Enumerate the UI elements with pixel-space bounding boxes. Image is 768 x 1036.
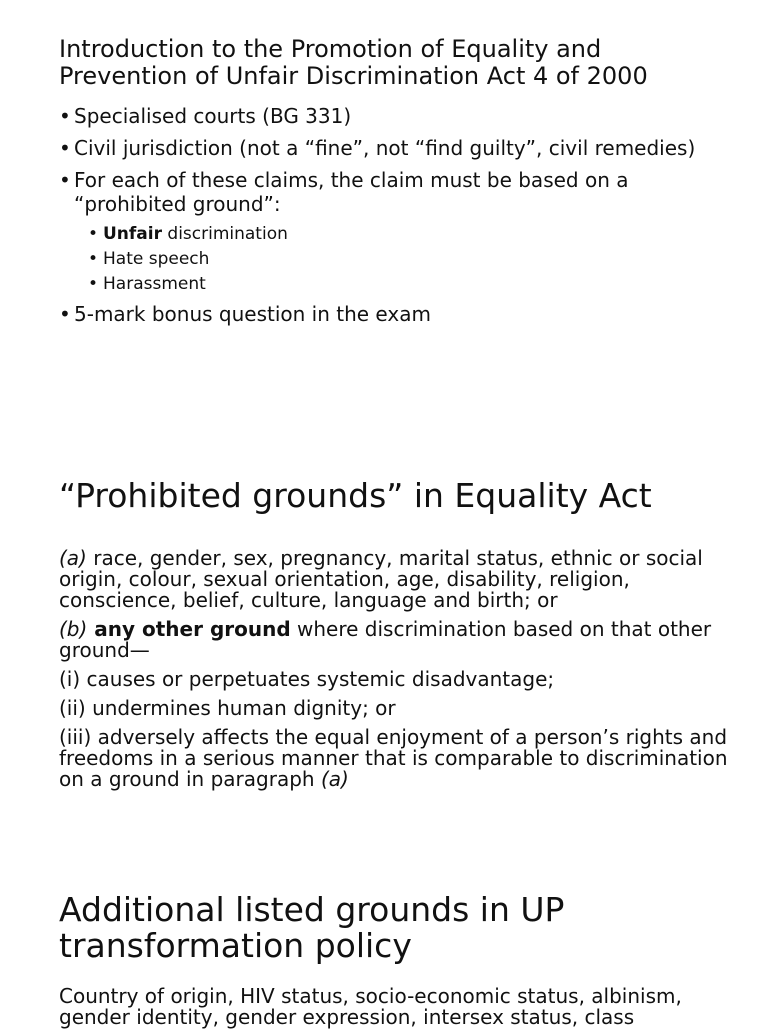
slide-intro — [59, 36, 728, 334]
slide-additional-grounds — [59, 892, 728, 1036]
item-i: (i) causes or perpetuates systemic disadvantage; — [59, 667, 555, 691]
slide-prohibited-grounds — [59, 478, 728, 798]
bullet-item: • For each of these claims, the claim must be based on a “prohibited ground”: — [59, 168, 728, 216]
sub-bullet-hate-speech: • Hate speech — [88, 249, 728, 269]
slide-title: “Prohibited grounds” in Equality Act — [59, 476, 652, 515]
bullet-item: • Civil jurisdiction (not a “fine”, not “find guilty”, civil remedies) — [59, 136, 728, 160]
sub-bullet-unfair-discrimination: • Unfair discrimination — [88, 224, 728, 244]
sub-bullet-harassment: • Harassment — [88, 274, 728, 294]
item-ii: (ii) undermines human dignity; or — [59, 696, 396, 720]
item-iii: (iii) adversely affects the equal enjoyment of a person’s rights and freedoms in a serious manner that is comparable to discrimination on a ground in paragraph (a) — [59, 725, 728, 791]
sub-bullet-list — [88, 224, 728, 294]
slide-title: Additional listed grounds in UP transformation policy — [59, 890, 565, 965]
paragraph-b: (b) any other ground where discrimination based on that other ground— — [59, 617, 712, 662]
bullet-item: • Specialised courts (BG 331) — [59, 104, 728, 128]
bullet-item: • 5-mark bonus question in the exam — [59, 302, 728, 326]
paragraph-a: (a) race, gender, sex, pregnancy, marital status, ethnic or social origin, colour, sexual orientation, age, disability, religion, conscience, belief, culture, language and birth; or — [59, 546, 703, 612]
body-text: Country of origin, HIV status, socio-economic status, albinism, gender identity, gender expression, intersex status, class — [59, 984, 682, 1029]
bullet-list — [59, 104, 728, 216]
bullet-list — [59, 302, 728, 326]
slide-title: Introduction to the Promotion of Equality and Prevention of Unfair Discrimination Act 4 of 2000 — [59, 35, 648, 90]
